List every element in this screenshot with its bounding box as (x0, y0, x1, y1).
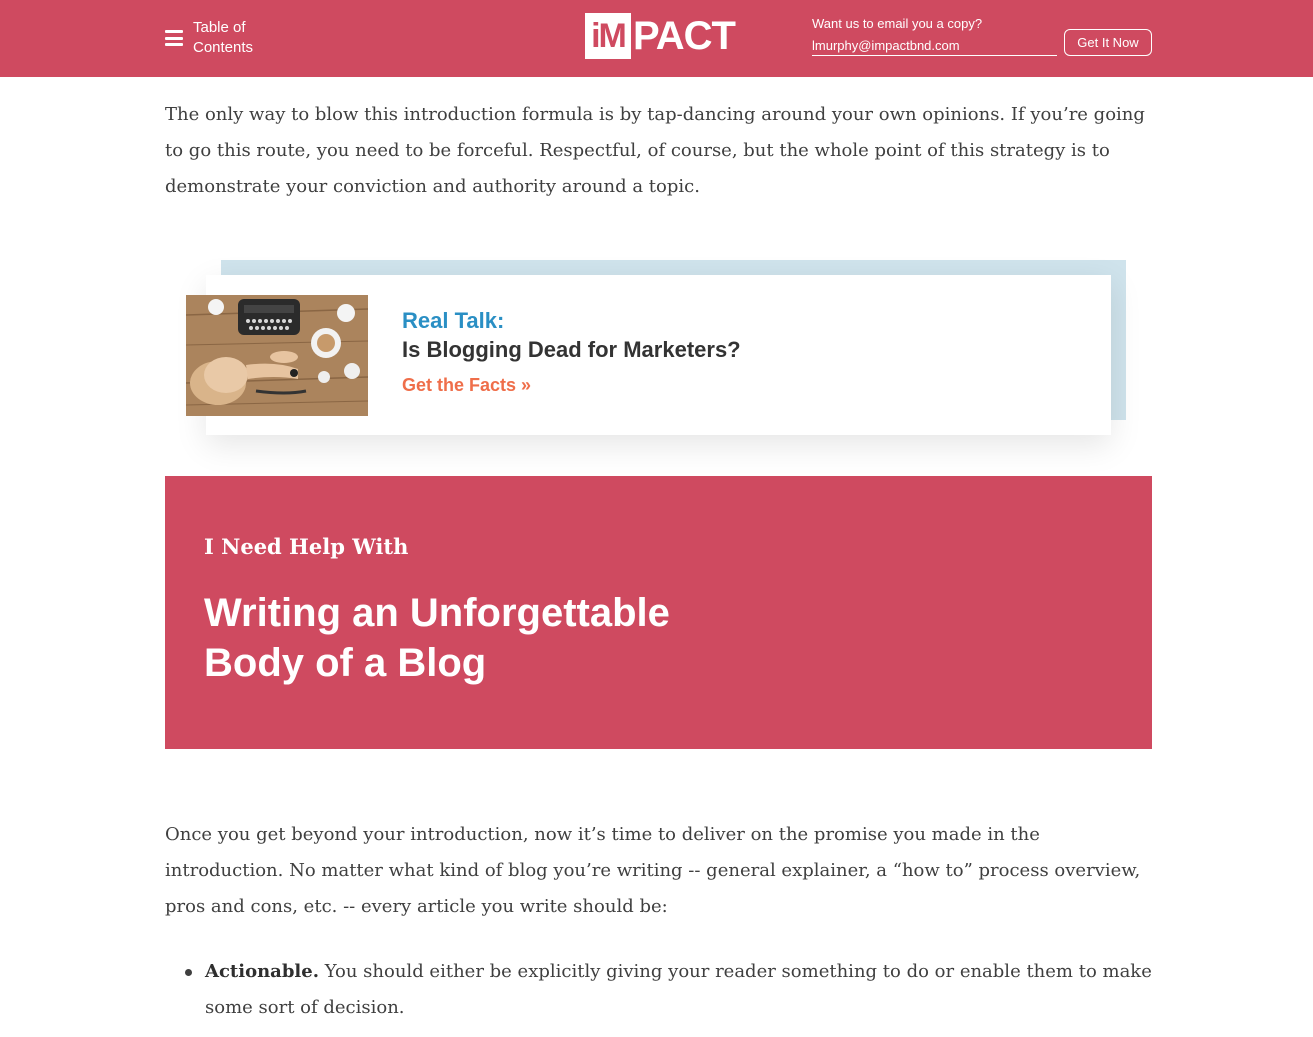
hamburger-menu-icon (165, 30, 183, 46)
help-banner-eyebrow: I Need Help With (204, 534, 409, 559)
email-copy-form (812, 16, 1057, 56)
requirements-list (165, 954, 1152, 1026)
logo-box: iM (585, 13, 631, 59)
cta-title: Is Blogging Dead for Marketers? (402, 337, 741, 362)
email-field[interactable] (812, 36, 1057, 56)
list-item-term: Actionable. (205, 961, 319, 982)
get-it-now-button[interactable]: Get It Now (1064, 29, 1152, 56)
help-banner-title: Writing an Unforgettable Body of a Blog (204, 591, 670, 685)
body-paragraph: Once you get beyond your introduction, now it’s time to deliver on the promise you made in the introduction. No matter what kind of blog you’re writing -- general explainer, a “how to” process overview, pros and cons, etc. -- every article you write should be: (165, 824, 1141, 917)
intro-paragraph: The only way to blow this introduction formula is by tap-dancing around your own opinions. If you’re going to go this route, you need to be forceful. Respectful, of course, but the whole point of this strategy is to demonstrate your conviction and authority around a topic. (165, 104, 1145, 197)
list-item (165, 954, 1152, 1026)
typewriter-image (186, 295, 368, 416)
top-bar (0, 0, 1313, 77)
logo-wordmark: PACT (633, 14, 735, 58)
help-banner (165, 476, 1152, 749)
cta-text-block (402, 307, 741, 396)
get-the-facts-link[interactable]: Get the Facts » (402, 375, 532, 395)
email-copy-prompt: Want us to email you a copy? (812, 16, 983, 31)
table-of-contents-toggle[interactable] (165, 18, 263, 58)
cta-kicker: Real Talk: (402, 308, 505, 333)
impact-logo[interactable] (585, 13, 735, 59)
list-item-text: You should either be explicitly giving your reader something to do or enable them to make some sort of decision. (205, 961, 1152, 1018)
table-of-contents-label: Table of Contents (193, 19, 254, 56)
